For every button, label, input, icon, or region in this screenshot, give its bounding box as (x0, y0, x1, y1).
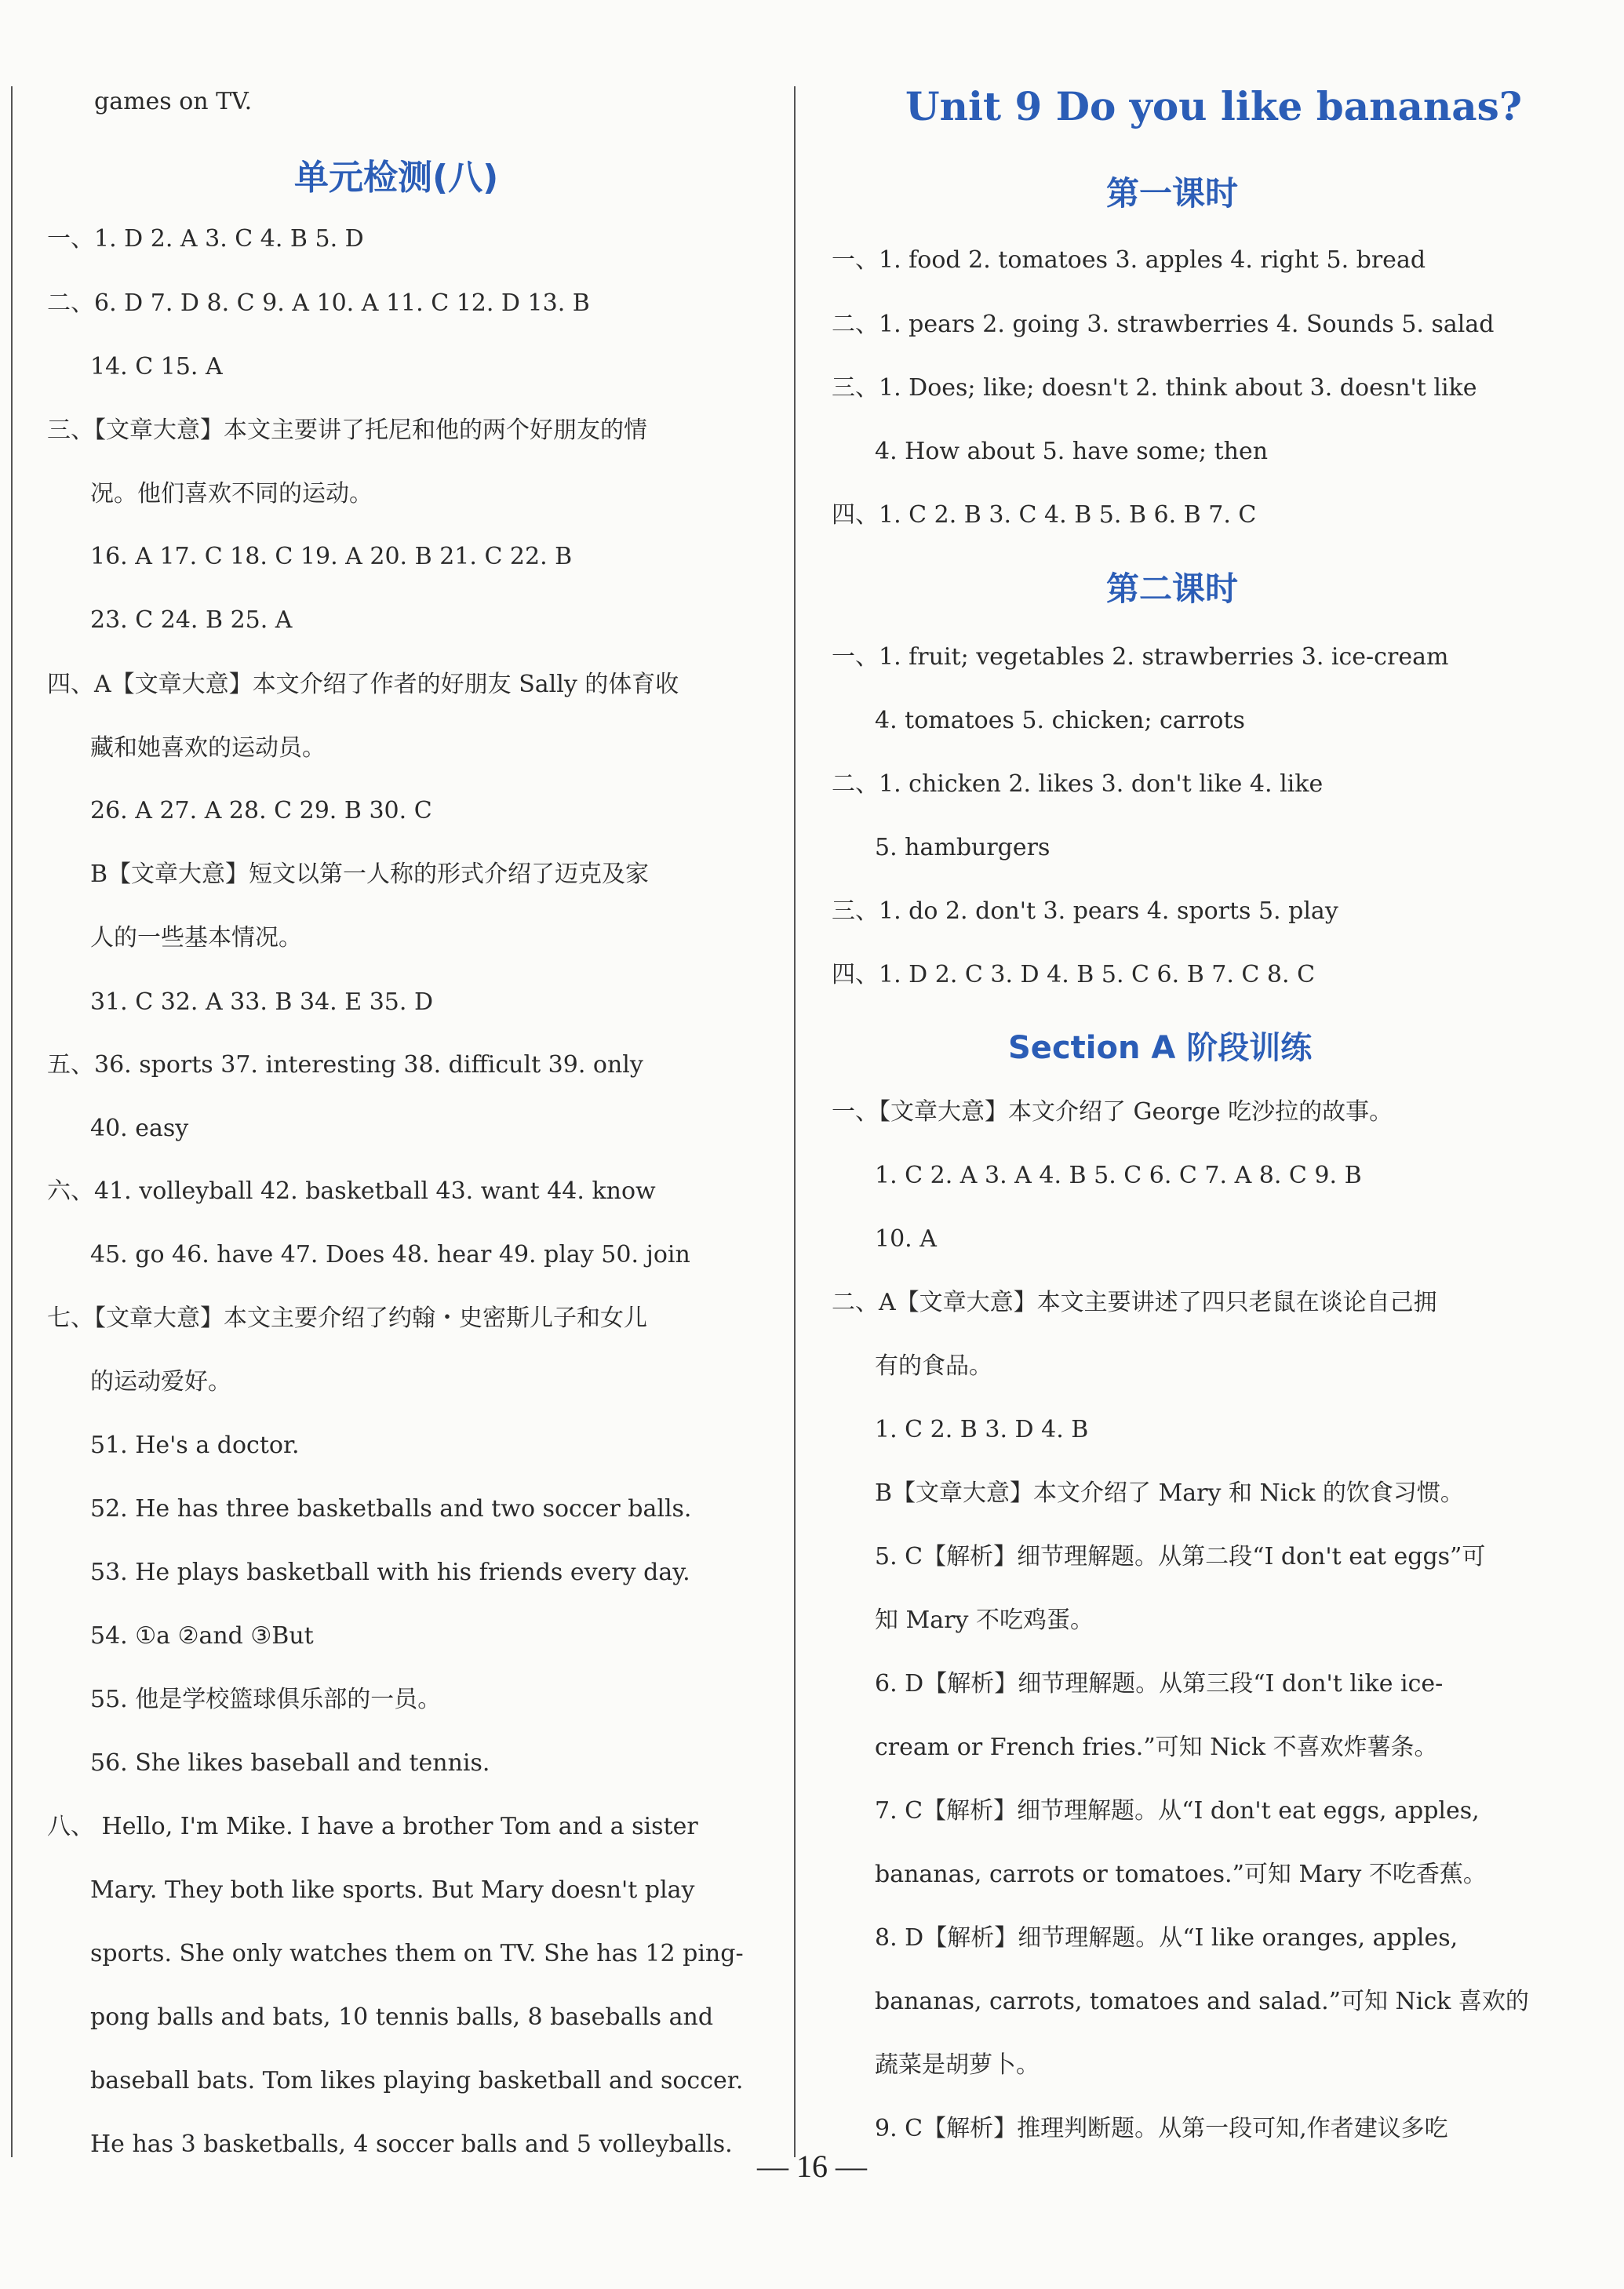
text-line: 4. How about 5. have some; then (875, 438, 1269, 465)
text-line: games on TV. (94, 88, 253, 115)
text-line: 56. She likes baseball and tennis. (90, 1749, 490, 1777)
text-line: 二、A【文章大意】本文主要讲述了四只老鼠在谈论自己拥 (832, 1289, 1437, 1316)
text-line: 9. C【解析】推理判断题。从第一段可知,作者建议多吃 (875, 2115, 1448, 2142)
text-line: 一、【文章大意】本文介绍了 George 吃沙拉的故事。 (832, 1098, 1393, 1126)
text-line: baseball bats. Tom likes playing basketball and soccer. (90, 2067, 744, 2094)
text-line: 1. C 2. A 3. A 4. B 5. C 6. C 7. A 8. C 9. B (875, 1162, 1362, 1189)
text-line: 知 Mary 不吃鸡蛋。 (875, 1607, 1094, 1634)
text-line: 二、1. pears 2. going 3. strawberries 4. Sounds 5. salad (832, 311, 1495, 338)
text-line: He has 3 basketballs, 4 soccer balls and 5 volleyballs. (90, 2131, 733, 2158)
column-divider (794, 86, 796, 2157)
text-line: 23. C 24. B 25. A (90, 606, 293, 634)
text-line: bananas, carrots or tomatoes.”可知 Mary 不吃香蕉。 (875, 1861, 1487, 1888)
text-line: 二、6. D 7. D 8. C 9. A 10. A 11. C 12. D 13. B (47, 289, 590, 317)
text-line: Mary. They both like sports. But Mary doesn't play (90, 1876, 695, 1904)
text-line: 10. A (875, 1225, 937, 1253)
text-line: 5. hamburgers (875, 834, 1051, 861)
text-line: 31. C 32. A 33. B 34. E 35. D (90, 988, 433, 1016)
text-line: 八、 Hello, I'm Mike. I have a brother Tom and a sister (47, 1813, 698, 1840)
text-line: 16. A 17. C 18. C 19. A 20. B 21. C 22. B (90, 543, 573, 570)
text-line: 8. D【解析】细节理解题。从“I like oranges, apples, (875, 1924, 1458, 1952)
section-heading: 单元检测(八) (294, 158, 499, 198)
text-line: 一、1. food 2. tomatoes 3. apples 4. right 5. bread (832, 246, 1426, 274)
text-line: 1. C 2. B 3. D 4. B (875, 1416, 1089, 1443)
text-line: pong balls and bats, 10 tennis balls, 8 baseballs and (90, 2003, 714, 2031)
lesson2-heading: 第二课时 (1106, 570, 1239, 608)
text-line: 52. He has three basketballs and two soccer balls. (90, 1495, 692, 1523)
text-line: 26. A 27. A 28. C 29. B 30. C (90, 797, 432, 824)
text-line: 5. C【解析】细节理解题。从第二段“I don't eat eggs”可 (875, 1543, 1486, 1570)
text-line: 四、1. C 2. B 3. C 4. B 5. B 6. B 7. C (832, 501, 1257, 529)
unit-title: Unit 9 Do you like bananas? (905, 83, 1523, 129)
text-line: 四、A【文章大意】本文介绍了作者的好朋友 Sally 的体育收 (47, 671, 679, 698)
text-line: 51. He's a doctor. (90, 1432, 300, 1459)
text-line: 蔬菜是胡萝卜。 (875, 2051, 1040, 2079)
text-line: 的运动爱好。 (90, 1368, 231, 1396)
text-line: 4. tomatoes 5. chicken; carrots (875, 707, 1245, 734)
text-line: 三、1. do 2. don't 3. pears 4. sports 5. play (832, 897, 1338, 925)
text-line: bananas, carrots, tomatoes and salad.”可知 Nick 喜欢的 (875, 1988, 1529, 2015)
text-line: 三、【文章大意】本文主要讲了托尼和他的两个好朋友的情 (47, 417, 647, 444)
text-line: 六、41. volleyball 42. basketball 43. want 44. know (47, 1177, 656, 1205)
text-line: 一、1. fruit; vegetables 2. strawberries 3. ice-cream (832, 643, 1449, 671)
lesson1-heading: 第一课时 (1106, 174, 1239, 213)
text-line: 40. easy (90, 1115, 189, 1142)
text-line: 一、1. D 2. A 3. C 4. B 5. D (47, 225, 364, 253)
section-a-heading: Section A 阶段训练 (1008, 1030, 1313, 1066)
text-line: B【文章大意】短文以第一人称的形式介绍了迈克及家 (90, 861, 650, 888)
text-line: sports. She only watches them on TV. She has 12 ping- (90, 1940, 744, 1967)
text-line: 七、【文章大意】本文主要介绍了约翰・史密斯儿子和女儿 (47, 1305, 647, 1332)
text-line: 有的食品。 (875, 1352, 992, 1380)
text-line: B【文章大意】本文介绍了 Mary 和 Nick 的饮食习惯。 (875, 1479, 1464, 1507)
text-line: 45. go 46. have 47. Does 48. hear 49. play 50. join (90, 1241, 690, 1268)
left-margin-rule (11, 86, 13, 2157)
page-number: — 16 — (757, 2149, 867, 2184)
text-line: 藏和她喜欢的运动员。 (90, 734, 326, 762)
text-line: 况。他们喜欢不同的运动。 (90, 480, 373, 508)
text-line: 14. C 15. A (90, 353, 223, 380)
text-line: 人的一些基本情况。 (90, 924, 302, 952)
text-line: 55. 他是学校篮球俱乐部的一员。 (90, 1686, 442, 1713)
text-line: 6. D【解析】细节理解题。从第三段“I don't like ice- (875, 1670, 1444, 1698)
text-line: 四、1. D 2. C 3. D 4. B 5. C 6. B 7. C 8. C (832, 961, 1316, 988)
text-line: 五、36. sports 37. interesting 38. difficult 39. only (47, 1051, 643, 1079)
text-line: 7. C【解析】细节理解题。从“I don't eat eggs, apples, (875, 1797, 1480, 1825)
text-line: 二、1. chicken 2. likes 3. don't like 4. like (832, 770, 1324, 798)
text-line: 54. ①a ②and ③But (90, 1622, 314, 1650)
text-line: cream or French fries.”可知 Nick 不喜欢炸薯条。 (875, 1734, 1438, 1761)
text-line: 53. He plays basketball with his friends every day. (90, 1559, 690, 1586)
text-line: 三、1. Does; like; doesn't 2. think about 3. doesn't like (832, 374, 1477, 402)
